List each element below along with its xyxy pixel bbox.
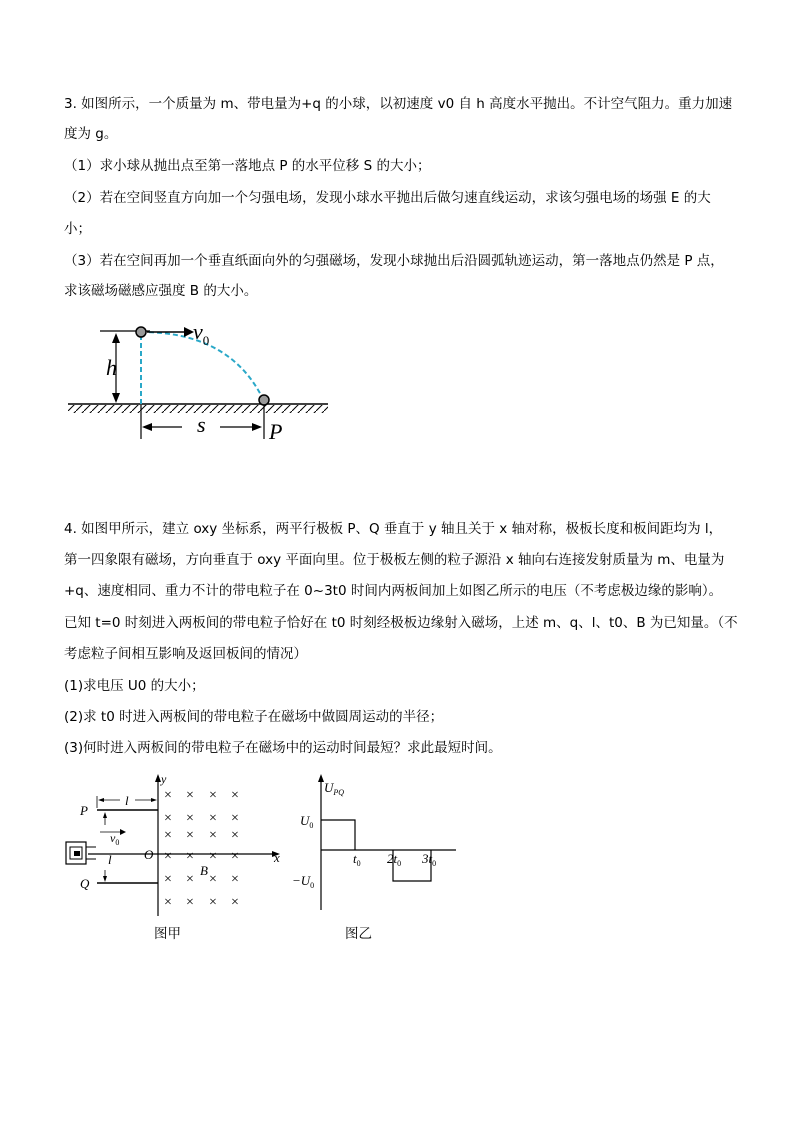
figure-yi <box>290 770 470 920</box>
figure-jia <box>60 770 290 920</box>
q4-line-4: 已知 t=0 时刻进入两板间的带电粒子恰好在 t0 时刻经极板边缘射入磁场，上述 m、q、l、t0、B 为已知量。（不 <box>64 615 738 631</box>
field-cross: × <box>164 872 172 887</box>
field-cross: × <box>231 811 239 826</box>
q3-line-1: 3. 如图所示，一个质量为 m、带电量为+q 的小球，以初速度 v0 自 h 高度水平抛出。不计空气阻力。重力加速 <box>64 96 733 112</box>
field-cross: × <box>231 895 239 910</box>
field-cross: × <box>164 828 172 843</box>
projectile-figure <box>60 315 340 445</box>
field-cross: × <box>231 828 239 843</box>
q3-part-3a: （3）若在空间再加一个垂直纸面向外的匀强磁场，发现小球抛出后沿圆弧轨迹运动，第一落地点仍然是 P 点， <box>64 253 724 269</box>
field-cross: × <box>186 872 194 887</box>
B-label: B <box>200 863 208 878</box>
q4-part-1: (1)求电压 U0 的大小； <box>64 678 205 694</box>
v0-label-fig-a: $v_0$ <box>110 831 120 847</box>
origin-label: O <box>144 847 154 862</box>
voltage-axis-label: $U_{PQ}$ <box>324 780 345 797</box>
t0-tick-label: $t_0$ <box>353 851 361 868</box>
plate-P-label: P <box>80 803 88 818</box>
field-cross: × <box>231 872 239 887</box>
field-cross: × <box>209 895 217 910</box>
field-cross: × <box>186 811 194 826</box>
field-cross: × <box>164 788 172 803</box>
voltage-waveform-positive <box>321 820 355 850</box>
plate-Q-label: Q <box>80 876 90 891</box>
q3-part-2a: （2）若在空间竖直方向加一个匀强电场，发现小球水平抛出后做匀速直线运动，求该匀强电场的场强 E 的大 <box>64 190 711 206</box>
field-cross: × <box>186 828 194 843</box>
field-cross: × <box>231 788 239 803</box>
field-cross: × <box>209 849 217 864</box>
l-top-label: l <box>125 793 129 808</box>
field-cross: × <box>164 811 172 826</box>
q4-part-3: (3)何时进入两板间的带电粒子在磁场中的运动时间最短？求此最短时间。 <box>64 740 502 756</box>
q4-line-2: 第一四象限有磁场，方向垂直于 oxy 平面向里。位于极板左侧的粒子源沿 x 轴向右连接发射质量为 m、电量为 <box>64 552 725 568</box>
field-cross: × <box>164 895 172 910</box>
v0-label: $v_0$ <box>193 319 210 348</box>
field-cross: × <box>209 811 217 826</box>
q4-part-2: (2)求 t0 时进入两板间的带电粒子在磁场中做圆周运动的半径； <box>64 709 444 725</box>
magnetic-field-crosses <box>164 788 239 910</box>
ball-landing <box>259 395 269 405</box>
field-cross: × <box>231 849 239 864</box>
figure-yi-caption: 图乙 <box>345 926 372 942</box>
field-cross: × <box>209 872 217 887</box>
q3-line-2: 度为 g。 <box>64 126 118 142</box>
3t0-tick-label: $3t_0$ <box>422 851 437 868</box>
s-label: s <box>197 412 206 437</box>
2t0-tick-label: $2t_0$ <box>387 851 402 868</box>
ball-start <box>136 327 146 337</box>
field-cross: × <box>209 788 217 803</box>
q4-line-5: 考虑粒子间相互影响及返回板间的情况） <box>64 646 307 662</box>
U0-label: $U_0$ <box>300 813 314 830</box>
q4-line-1: 4. 如图甲所示，建立 oxy 坐标系，两平行极板 P、Q 垂直于 y 轴且关于 x 轴对称，极板长度和板间距均为 l， <box>64 521 723 537</box>
neg-U0-label: $-U_0$ <box>292 873 315 890</box>
y-axis-label: y <box>161 772 167 786</box>
field-cross: × <box>186 788 194 803</box>
x-axis-label: x <box>274 850 280 865</box>
field-cross: × <box>209 828 217 843</box>
P-label: P <box>269 419 283 444</box>
q3-part-3b: 求该磁场磁感应强度 B 的大小。 <box>64 283 258 299</box>
field-cross: × <box>164 849 172 864</box>
figure-jia-caption: 图甲 <box>154 926 181 942</box>
l-left-label: l <box>108 852 112 867</box>
field-cross: × <box>186 849 194 864</box>
q3-part-2b: 小； <box>64 221 91 237</box>
field-cross: × <box>186 895 194 910</box>
q3-part-1: （1）求小球从抛出点至第一落地点 P 的水平位移 S 的大小； <box>64 158 431 174</box>
q4-line-3: +q、速度相同、重力不计的带电粒子在 0~3t0 时间内两板间加上如图乙所示的电压（不考虑极边缘的影响）。 <box>64 583 723 599</box>
h-label: h <box>106 355 117 380</box>
